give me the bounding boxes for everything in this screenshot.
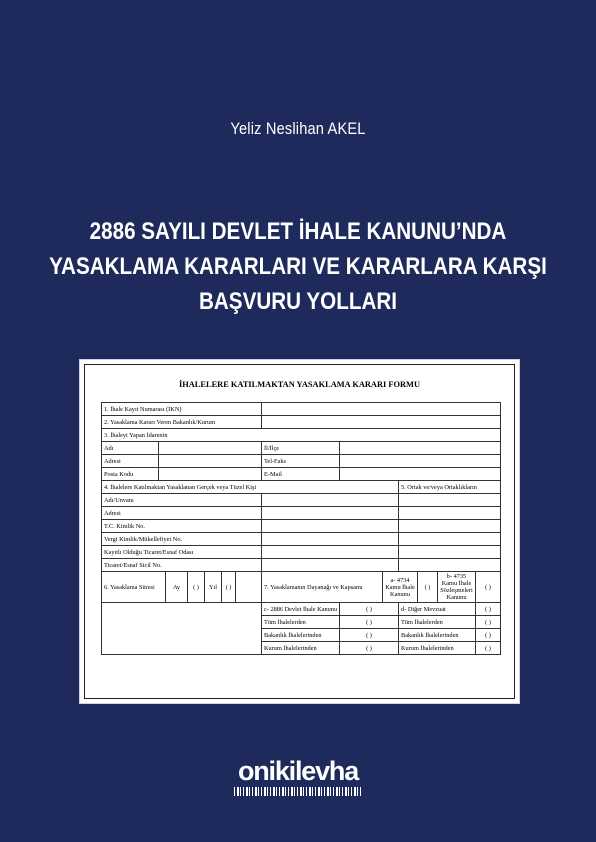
form-cell: ( ) [222, 572, 236, 603]
form-cell: 7. Yasaklamanın Dayanağı ve Kapsamı [262, 572, 383, 603]
form-cell: ( ) [476, 642, 501, 655]
form-cell: c- 2886 Devlet İhale Kanunu [262, 603, 340, 616]
table-row [102, 572, 501, 603]
form-cell: Kurum İhalelerinden [399, 642, 476, 655]
form-cell: Tüm İhalelerden [399, 616, 476, 629]
publisher-logo [0, 758, 596, 796]
form-cell [262, 533, 399, 546]
table-row [102, 481, 501, 494]
form-cell: d- Diğer Mevzuat [399, 603, 476, 616]
table-row [102, 455, 501, 468]
form-cell: ( ) [340, 603, 399, 616]
form-cell [159, 455, 262, 468]
form-cell [262, 416, 501, 429]
form-cell: a- 4734 Kamu İhale Kanunu [383, 572, 418, 603]
form-cell [399, 494, 501, 507]
barcode-icon [234, 787, 362, 796]
table-row [102, 442, 501, 455]
form-cell: Vergi Kimlik/Mükellefiyet No. [102, 533, 262, 546]
form-cell: T.C. Kimlik No. [102, 520, 262, 533]
form-cell: Tel-Faks [262, 455, 340, 468]
form-cell [262, 546, 399, 559]
author-name: Yeliz Neslihan AKEL [230, 119, 366, 138]
table-row [102, 494, 501, 507]
form-cell: Adresi [102, 507, 262, 520]
form-cell: İl/İlçe [262, 442, 340, 455]
title-line-1: 2886 SAYILI DEVLET İHALE KANUNU’NDA [89, 218, 507, 245]
form-cell [399, 520, 501, 533]
form-cell: ( ) [340, 629, 399, 642]
form-cell: ( ) [340, 642, 399, 655]
form-cell [236, 572, 262, 603]
form-cell: 5. Ortak ve/veya Ortaklıkların [399, 481, 501, 494]
form-image [79, 359, 520, 704]
form-table [101, 402, 501, 655]
book-title [42, 214, 555, 319]
form-title: İHALELERE KATILMAKTAN YASAKLAMA KARARI FORMU [178, 380, 421, 389]
form-cell: Kurum İhalelerinden [262, 642, 340, 655]
form-cell [159, 468, 262, 481]
form-cell: ( ) [476, 572, 501, 603]
form-cell: 3. İhaleyi Yapan İdarenin [102, 429, 501, 442]
table-row [102, 507, 501, 520]
table-row [102, 603, 501, 616]
form-cell [340, 442, 501, 455]
form-cell: 1. İhale Kayıt Numarası (İKN) [102, 403, 262, 416]
form-cell: b- 4735 Kamu İhale Sözleşmeleri Kanunu [438, 572, 476, 603]
form-cell: ( ) [188, 572, 205, 603]
form-cell: Adı [102, 442, 159, 455]
title-line-2: YASAKLAMA KARARLARI VE KARARLARA KARŞI [49, 253, 547, 280]
form-cell: ( ) [476, 616, 501, 629]
form-cell: Ay [166, 572, 188, 603]
form-cell: 6. Yasaklama Süresi [102, 572, 166, 603]
form-cell [340, 455, 501, 468]
title-line-3: BAŞVURU YOLLARI [198, 288, 398, 315]
table-row [102, 468, 501, 481]
form-cell [399, 507, 501, 520]
form-cell: E-Mail [262, 468, 340, 481]
table-row [102, 429, 501, 442]
form-cell: Bakanlık İhalelerinden [399, 629, 476, 642]
form-border [84, 364, 515, 699]
form-cell: Adı/Unvanı [102, 494, 262, 507]
form-cell [340, 468, 501, 481]
table-row [102, 403, 501, 416]
form-cell: Posta Kodu [102, 468, 159, 481]
form-cell [262, 403, 501, 416]
table-row [102, 520, 501, 533]
form-cell: 2. Yasaklama Kararı Veren Bakanlık/Kurum [102, 416, 262, 429]
form-cell [159, 442, 262, 455]
form-cell [262, 559, 399, 572]
form-cell: ( ) [476, 629, 501, 642]
form-cell: 4. İhalelere Katılmaktan Yasaklanan Gerçek veya Tüzel Kişi [102, 481, 399, 494]
form-cell: ( ) [340, 616, 399, 629]
table-row [102, 546, 501, 559]
form-cell [399, 559, 501, 572]
form-cell: Bakanlık İhalelerinden [262, 629, 340, 642]
form-cell: Kayıtlı Olduğu Ticaret/Esnaf Odası [102, 546, 262, 559]
form-cell: Yıl [205, 572, 222, 603]
form-cell: ( ) [476, 603, 501, 616]
form-cell: Adresi [102, 455, 159, 468]
form-cell: Ticaret/Esnaf Sicil No. [102, 559, 262, 572]
table-row [102, 559, 501, 572]
form-cell [262, 507, 399, 520]
form-cell [102, 603, 262, 655]
form-cell: Tüm İhalelerden [262, 616, 340, 629]
form-cell [262, 494, 399, 507]
form-cell [262, 520, 399, 533]
form-cell [399, 533, 501, 546]
table-row [102, 416, 501, 429]
form-cell: ( ) [418, 572, 438, 603]
form-cell [399, 546, 501, 559]
publisher-logo-text: onikilevha [237, 756, 359, 786]
table-row [102, 533, 501, 546]
